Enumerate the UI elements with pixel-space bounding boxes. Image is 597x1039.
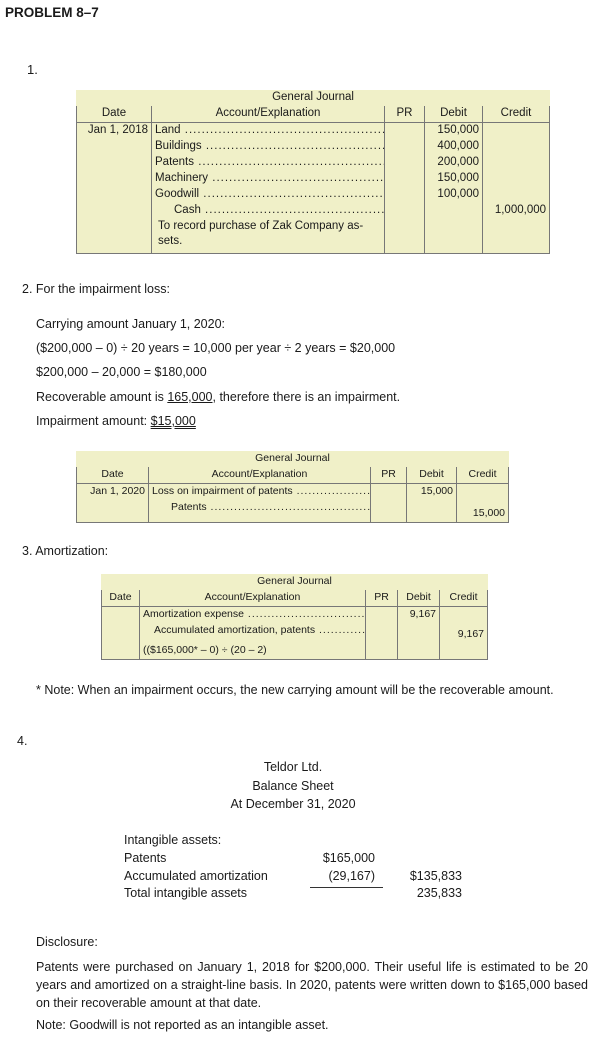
col-debit: Debit (398, 590, 440, 607)
journal-row: Patents ..... 15,000 (77, 500, 509, 523)
net-amount: $135,833 (409, 869, 462, 883)
journal-table-3 (101, 574, 488, 660)
journal-row: Amortization expense ..... 9,167 (102, 607, 488, 624)
total-amount: 235,833 (416, 886, 462, 900)
journal-row: Buildings ..... 400,000 (77, 139, 550, 155)
accum-amount: (29,167) (328, 869, 375, 883)
journal-row: Cash ..... 1,000,000 (77, 203, 550, 219)
accum-label: Accumulated amortization (124, 869, 268, 883)
journal-row (77, 219, 550, 254)
disclosure-heading: Disclosure: (36, 935, 98, 949)
journal-caption: General Journal (102, 574, 488, 590)
journal-row: Patents ..... 200,000 (77, 155, 550, 171)
col-pr: PR (385, 106, 425, 123)
col-date: Date (102, 590, 140, 607)
total-label: Total intangible assets (124, 886, 247, 900)
journal-row: (($165,000* – 0) ÷ (20 – 2) (102, 643, 488, 660)
carrying-calc-line: $200,000 – 20,000 = $180,000 (36, 365, 207, 379)
disclosure-text: Patents were purchased on January 1, 2018 for $200,000. Their useful life is estimated to be 20 years and amortized on a straight-line basis. In 2020, patents were written down to $165,000 based on their recoverable amount at that date. (36, 960, 588, 1010)
journal-row: Goodwill ..... 100,000 (77, 187, 550, 203)
amortization-calc-line: ($200,000 – 0) ÷ 20 years = 10,000 per year ÷ 2 years = $20,000 (36, 341, 396, 355)
col-credit: Credit (440, 590, 488, 607)
col-credit: Credit (483, 106, 550, 123)
col-account: Account/Explanation (140, 590, 366, 607)
journal-table-1 (76, 90, 550, 254)
col-pr: PR (371, 467, 407, 484)
journal-explanation: To record purchase of Zak Company as- sets. (152, 219, 385, 254)
section-label: Intangible assets: (124, 833, 222, 847)
col-debit: Debit (425, 106, 483, 123)
journal-caption: General Journal (77, 90, 550, 106)
patents-amount: $165,000 (322, 851, 375, 865)
journal-caption: General Journal (77, 451, 509, 467)
col-account: Account/Explanation (152, 106, 385, 123)
carrying-amount-line: Carrying amount January 1, 2020: (36, 317, 225, 331)
statement-name: Balance Sheet (252, 779, 334, 793)
statement-date: At December 31, 2020 (230, 797, 356, 811)
problem-title: PROBLEM 8–7 (5, 5, 99, 20)
goodwill-note: Note: Goodwill is not reported as an intangible asset. (36, 1018, 329, 1032)
part3-heading: 3. Amortization: (22, 544, 109, 558)
col-date: Date (77, 106, 152, 123)
patents-label: Patents (124, 851, 167, 865)
journal-row: Machinery ..... 150,000 (77, 171, 550, 187)
col-debit: Debit (407, 467, 457, 484)
subtotal-rule (310, 887, 383, 888)
impairment-note: * Note: When an impairment occurs, the new carrying amount will be the recoverable amount. (36, 683, 554, 697)
part2-heading: 2. For the impairment loss: (22, 282, 170, 296)
journal-table-2 (76, 451, 509, 523)
company-name: Teldor Ltd. (263, 760, 323, 774)
part1-number: 1. (27, 62, 38, 77)
col-account: Account/Explanation (149, 467, 371, 484)
col-pr: PR (366, 590, 398, 607)
recoverable-line: Recoverable amount is 165,000, therefore there is an impairment. (36, 390, 401, 404)
col-credit: Credit (457, 467, 509, 484)
journal-row: Accumulated amortization, patents ..... 9,167 (102, 623, 488, 643)
part4-number: 4. (17, 734, 28, 748)
col-date: Date (77, 467, 149, 484)
journal-row: Jan 1, 2018 Land ..... 150,000 (77, 123, 550, 140)
impairment-line: Impairment amount: $15,000 (36, 414, 196, 428)
journal-row: Jan 1, 2020 Loss on impairment of patents ..... 15,000 (77, 484, 509, 501)
